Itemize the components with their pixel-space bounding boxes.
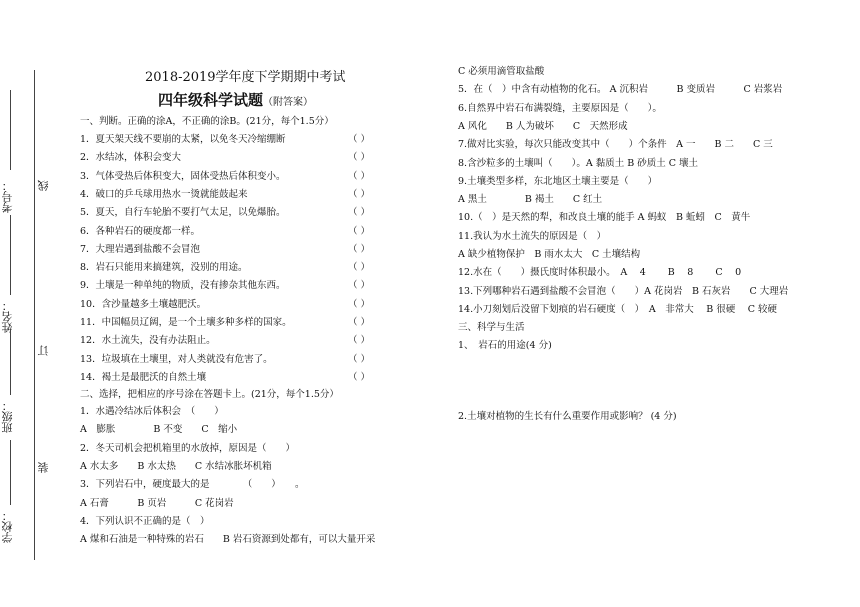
choice-line: A 缺少植物保护 B 雨水太大 C 土壤结构	[458, 249, 641, 260]
answer-parenthesis: （ ）	[348, 152, 371, 164]
answer-parenthesis: （ ）	[348, 188, 371, 200]
judgment-item: 5．夏天，自行车轮胎不要打气太足，以免爆胎。	[80, 207, 286, 219]
choice-line: 13.下列哪种岩石遇到盐酸不会冒泡（ ）A 花岗岩 B 石灰岩 C 大理岩	[458, 285, 789, 297]
answer-parenthesis: （ ）	[348, 170, 371, 182]
name-blank	[10, 215, 11, 295]
answer-parenthesis: （ ）	[348, 243, 371, 255]
judgment-item: 13．垃圾填在土壤里，对人类就没有危害了。	[80, 353, 273, 365]
exam-title: 2018-2019学年度下学期期中考试	[145, 70, 346, 85]
school-blank	[10, 440, 11, 505]
answer-parenthesis: （ ）	[348, 317, 371, 328]
judgment-item: 2．水结冰，体积会变大	[80, 152, 182, 164]
choice-line: A 膨胀 B 不变 C 缩小	[80, 424, 238, 436]
choice-line: 8.含沙粒多的土壤叫（ ）。A 黏质土 B 砂质土 C 壤土	[458, 157, 699, 169]
choice-line: 10.（ ）是天然的犁，和改良土壤的能手 A 蚂蚁 B 蚯蚓 C 黄牛	[458, 212, 751, 224]
subtitle-main: 四年级科学试题	[158, 91, 264, 109]
choice-line: 7.做对比实验，每次只能改变其中（ ）个条件 A 一 B 二 C 三	[458, 139, 773, 151]
choice-line: 2．冬天司机会把机箱里的水放掉，原因是（ ）	[80, 442, 296, 454]
judgment-item: 4．破口的乒乓球用热水一烫就能鼓起来	[80, 188, 248, 200]
judgment-item: 3．气体受热后体积变大，固体受热后体积变小。	[80, 170, 286, 182]
judgment-item: 1．夏天架天线不要崩的太紧，以免冬天冷缩绷断	[80, 134, 286, 145]
answer-parenthesis: （ ）	[348, 353, 371, 365]
section3-q2: 2.土壤对植物的生长有什么重要作用或影响？ (4 分)	[458, 411, 677, 422]
choice-line: 3．下列岩石中，硬度最大的是 （ ） 。	[80, 479, 305, 491]
choice-line: C 必须用滴管取盐酸	[458, 66, 545, 77]
answer-parenthesis: （ ）	[348, 298, 371, 310]
section3-heading: 三、科学与生活	[458, 322, 525, 333]
name-label: 姓名：	[1, 300, 14, 333]
binding-mark-zhuang: 装	[37, 462, 50, 473]
choice-line: 6.自然界中岩石布满裂缝，主要原因是（ ）。	[458, 102, 662, 114]
answer-parenthesis: （ ）	[348, 280, 371, 292]
choice-line: 14.小刀刻划后没留下划痕的岩石硬度（ ） A 非常大 B 很硬 C 较硬	[458, 303, 778, 315]
binding-mark-ding: 订	[37, 345, 50, 356]
answer-parenthesis: （ ）	[348, 262, 371, 274]
choice-line: 9.土壤类型多样，东北地区土壤主要是（ ）	[458, 175, 658, 187]
section3-q1: 1、 岩石的用途(4 分)	[458, 340, 552, 351]
judgment-item: 9．土壤是一种单纯的物质，没有掺杂其他东西。	[80, 280, 286, 292]
answer-parenthesis: （ ）	[348, 225, 371, 237]
choice-line: A 石膏 B 页岩 C 花岗岩	[80, 497, 234, 509]
choice-line: 11.我认为水土流失的原因是（ ）	[458, 230, 607, 242]
exam-subtitle	[158, 89, 313, 110]
section2-heading: 二、选择，把相应的序号涂在答题卡上。(21分，每个1.5分）	[80, 389, 339, 400]
answer-parenthesis: （ ）	[348, 371, 371, 383]
section1-heading: 一、判断。正确的涂A，不正确的涂B。(21分，每个1.5分）	[80, 116, 334, 127]
choice-line: 4．下列认识不正确的是（ ）	[80, 515, 210, 527]
exam-no-label: 考号：	[1, 180, 14, 213]
binding-line	[34, 70, 35, 560]
class-label: 班级：	[1, 400, 14, 433]
judgment-item: 10．含沙量越多土壤越肥沃。	[80, 298, 207, 310]
judgment-item: 8．岩石只能用来搞建筑，没别的用途。	[80, 262, 248, 274]
exam-no-blank	[10, 90, 11, 170]
choice-line: A 黑土 B 褐土 C 红土	[458, 194, 603, 206]
choice-line: A 风化 B 人为破坏 C 天然形成	[458, 120, 628, 132]
choice-line: 5．在（ ）中含有动植物的化石。 A 沉积岩 B 变质岩 C 岩浆岩	[458, 84, 783, 96]
judgment-item: 11．中国幅员辽阔，是一个土壤多种多样的国家。	[80, 317, 292, 328]
answer-parenthesis: （ ）	[348, 134, 371, 145]
choice-line: 1．水遇冷结冰后体积会 （ ）	[80, 406, 224, 417]
class-blank	[10, 330, 11, 395]
school-label: 学校：	[1, 510, 14, 543]
answer-parenthesis: （ ）	[348, 335, 371, 347]
binding-margin	[0, 0, 60, 607]
answer-note: （附答案）	[263, 97, 314, 108]
judgment-item: 12．水土流失，没有办法阻止。	[80, 335, 216, 347]
judgment-item: 14．褐土是最肥沃的自然土壤	[80, 371, 207, 383]
choice-line: 12.水在（ ）摄氏度时体积最小。 A 4 B 8 C 0	[458, 267, 742, 279]
binding-mark-xian: 线	[37, 180, 50, 191]
choice-line: A 煤和石油是一种特殊的岩石 B 岩石资源到处都有，可以大量开采	[80, 534, 376, 546]
answer-parenthesis: （ ）	[348, 207, 371, 219]
judgment-item: 7．大理岩遇到盐酸不会冒泡	[80, 243, 201, 255]
judgment-item: 6．各种岩石的硬度都一样。	[80, 225, 201, 237]
choice-line: A 水太多 B 水太热 C 水结冰胀坏机箱	[80, 460, 272, 472]
